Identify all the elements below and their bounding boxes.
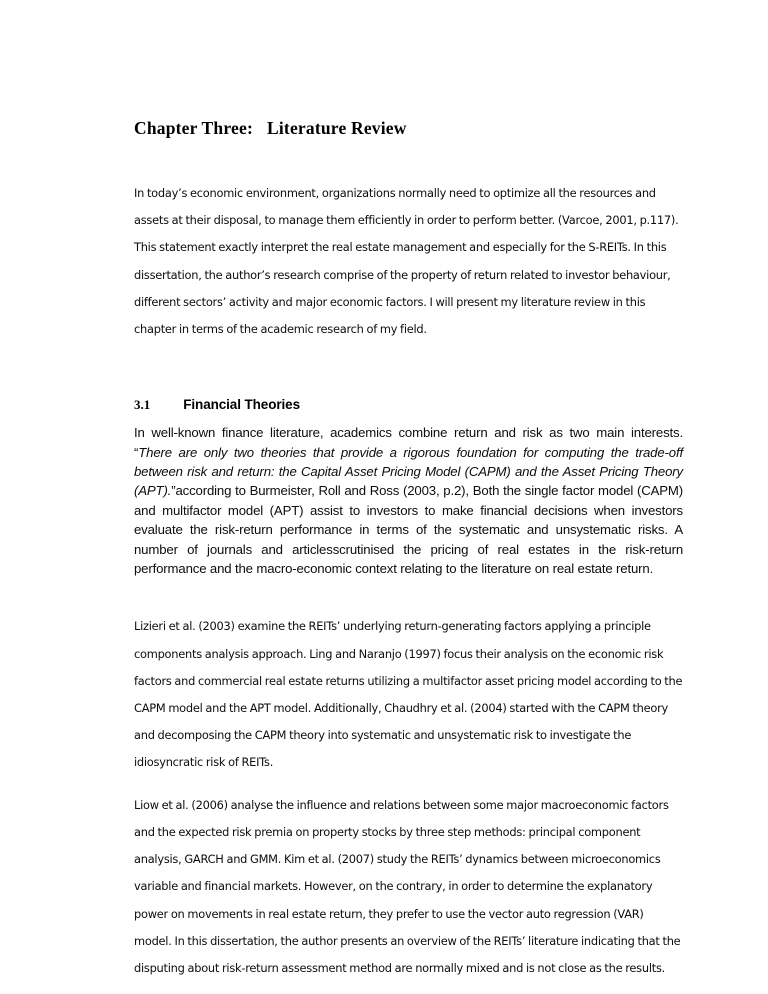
- chapter-heading-label: Chapter Three:: [134, 118, 253, 138]
- intro-paragraph: In today’s economic environment, organizations normally need to optimize all the resources and assets at their disposal, to manage them efficiently in order to perform better. (Varcoe, 2001, p.117). This statement exactly interpret the real estate management and especially for the S-REITs. In this dissertation, the author’s research comprise of the property of return related to investor behaviour, different sectors’ activity and major economic factors. I will present my literature review in this chapter in terms of the academic research of my field.: [134, 186, 679, 337]
- chapter-heading-title: Literature Review: [266, 118, 407, 138]
- chapter-heading: [134, 0, 683, 139]
- section-title: Financial Theories: [183, 397, 300, 413]
- financial-theories-closing-quote: ”: [171, 483, 176, 499]
- page-content-column: [134, 0, 683, 982]
- financial-theories-paragraph: [134, 423, 683, 578]
- financial-theories-tail: according to Burmeister, Roll and Ross (2003, p.2), Both the single factor model (CAPM) and multifactor model (APT) assist to investors to make financial decisions when investors evaluate the risk-return performance in terms of the systematic and unsystematic risks. A number of journals and articlesscrutinised the pricing of real estates in the risk-return performance and the macro-economic context relating to the literature on real estate return.: [134, 483, 683, 577]
- section-heading-financial-theories: [134, 343, 683, 414]
- financial-theories-lead: In well-known finance literature, academics combine return and risk as two main interests. “: [134, 425, 683, 460]
- liow-paragraph: Liow et al. (2006) analyse the influence and relations between some major macroeconomic factors and the expected risk premia on property stocks by three step methods: principal component analysis, GARCH and GMM. Kim et al. (2007) study the REITs’ dynamics between microeconomics variable and financial markets. However, on the contrary, in order to determine the explanatory power on movements in real estate return, they prefer to use the vector auto regression (VAR) model. In this dissertation, the author presents an overview of the REITs’ literature indicating that the disputing about risk-return assessment method are normally mixed and is not close as the results.: [134, 797, 681, 975]
- financial-theories-quotation: There are only two theories that provide a rigorous foundation for computing the trade-off between risk and return: the Capital Asset Pricing Model (CAPM) and the Asset Pricing Theory (APT).: [134, 444, 683, 499]
- section-number: 3.1: [134, 397, 151, 413]
- lizieri-paragraph: Lizieri et al. (2003) examine the REITs’ underlying return-generating factors applying a principle components analysis approach. Ling and Naranjo (1997) focus their analysis on the economic risk factors and commercial real estate returns utilizing a multifactor asset pricing model according to the CAPM model and the APT model. Additionally, Chaudhry et al. (2004) started with the CAPM theory and decomposing the CAPM theory into systematic and unsystematic risk to investigate the idiosyncratic risk of REITs.: [134, 619, 683, 770]
